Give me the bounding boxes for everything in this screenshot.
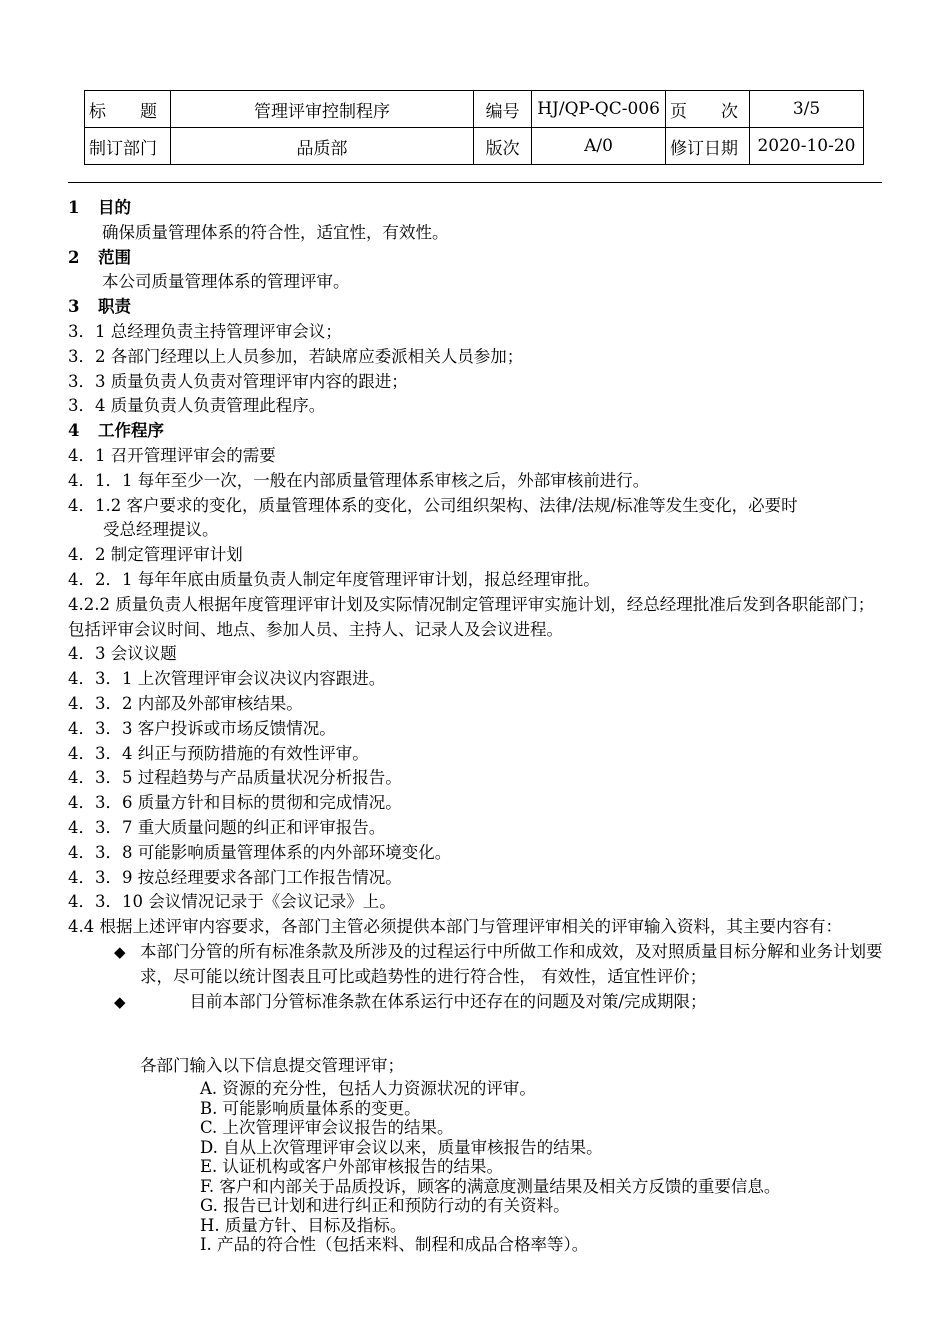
list-item: G. 报告已计划和进行纠正和预防行动的有关资料。 <box>200 1196 570 1216</box>
section-title: 职责 <box>98 297 131 317</box>
list-item: D. 自从上次管理评审会议以来，质量审核报告的结果。 <box>200 1137 603 1157</box>
inputs-intro: 各部门输入以下信息提交管理评审； <box>140 1056 404 1076</box>
section-title: 目的 <box>98 198 131 217</box>
clause-4-3: 4．3 会议议题 <box>68 644 177 664</box>
list-item: A. 资源的充分性，包括人力资源状况的评审。 <box>200 1079 536 1099</box>
section-2-text: 本公司质量管理体系的管理评审。 <box>102 272 350 292</box>
clause-4-3-2: 4．3．2 内部及外部审核结果。 <box>68 693 303 713</box>
clause-4-1-1: 4．1．1 每年至少一次，一般在内部质量管理体系审核之后，外部审核前进行。 <box>68 470 650 490</box>
section-3-heading <box>68 295 884 320</box>
diamond-bullet-icon: ◆ <box>114 942 126 961</box>
clause-4-2: 4．2 制定管理评审计划 <box>68 545 243 565</box>
section-number: 4 <box>68 421 80 441</box>
section-1-text: 确保质量管理体系的符合性，适宜性，有效性。 <box>102 222 449 242</box>
clause-4-1-2-continued: 受总经理提议。 <box>103 520 219 540</box>
bullet-item-1 <box>68 940 884 990</box>
clause-3-3: 3．3 质量负责人负责对管理评审内容的跟进； <box>68 371 408 391</box>
section-title: 工作程序 <box>98 421 164 441</box>
dept-label: 制订部门 <box>85 128 171 165</box>
section-number: 2 <box>68 247 80 267</box>
header-table <box>84 90 864 165</box>
section-number: 1 <box>68 198 80 217</box>
clause-4-3-9: 4．3．9 按总经理要求各部门工作报告情况。 <box>68 867 402 887</box>
document-body <box>68 196 884 1255</box>
section-number: 3 <box>68 297 80 317</box>
section-title: 范围 <box>98 247 131 267</box>
clause-4-3-3: 4．3．3 客户投诉或市场反馈情况。 <box>68 718 336 738</box>
version-value: A/0 <box>532 128 666 165</box>
clause-4-1-2: 4．1.2 客户要求的变化，质量管理体系的变化，公司组织架构、法律/法规/标准等发生变化，必要时 <box>68 495 798 515</box>
clause-4-3-4: 4．3．4 纠正与预防措施的有效性评审。 <box>68 743 369 763</box>
section-4-heading <box>68 419 884 444</box>
title-value: 管理评审控制程序 <box>170 91 473 128</box>
list-item: B. 可能影响质量体系的变更。 <box>200 1098 421 1118</box>
header-divider <box>68 182 882 183</box>
list-item: I. 产品的符合性（包括来料、制程和成品合格率等）。 <box>200 1235 589 1255</box>
bullet-text: 目前本部门分管标准条款在体系运行中还存在的问题及对策/完成期限； <box>140 991 707 1011</box>
bullet-item-2 <box>68 990 884 1015</box>
clause-4-3-5: 4．3．5 过程趋势与产品质量状况分析报告。 <box>68 768 402 788</box>
clause-3-4: 3．4 质量负责人负责管理此程序。 <box>68 396 326 416</box>
dept-value: 品质部 <box>170 128 473 165</box>
page-label: 页 次 <box>666 91 750 128</box>
clause-4-2-1: 4．2．1 每年年底由质量负责人制定年度管理评审计划，报总经理审批。 <box>68 569 600 589</box>
clause-3-2: 3．2 各部门经理以上人员参加，若缺席应委派相关人员参加； <box>68 346 524 366</box>
list-item: H. 质量方针、目标及指标。 <box>200 1215 407 1235</box>
clause-4-3-1: 4．3．1 上次管理评审会议决议内容跟进。 <box>68 669 386 689</box>
inputs-list <box>68 1079 884 1255</box>
version-label: 版次 <box>474 128 532 165</box>
code-value: HJ/QP-QC-006 <box>532 91 666 128</box>
clause-4-3-8: 4．3．8 可能影响质量管理体系的内外部环境变化。 <box>68 842 452 862</box>
clause-4-3-7: 4．3．7 重大质量问题的纠正和评审报告。 <box>68 817 386 837</box>
list-item: E. 认证机构或客户外部审核报告的结果。 <box>200 1157 504 1177</box>
list-item: C. 上次管理评审会议报告的结果。 <box>200 1118 454 1138</box>
title-label: 标 题 <box>85 91 171 128</box>
clause-4-2-2: 4.2.2 质量负责人根据年度管理评审计划及实际情况制定管理评审实施计划，经总经理批准后发到各职能部门；包括评审会议时间、地点、参加人员、主持人、记录人及会议进程。 <box>68 594 875 639</box>
page-value: 3/5 <box>750 91 864 128</box>
header-row-2 <box>85 128 864 165</box>
clause-4-4: 4.4 根据上述评审内容要求，各部门主管必须提供本部门与管理评审相关的评审输入资料，其主要内容有： <box>68 917 842 937</box>
clause-3-1: 3．1 总经理负责主持管理评审会议； <box>68 321 342 341</box>
list-item: F. 客户和内部关于品质投诉，顾客的满意度测量结果及相关方反馈的重要信息。 <box>200 1176 781 1196</box>
clause-4-3-10: 4．3．10 会议情况记录于《会议记录》上。 <box>68 892 396 912</box>
date-label: 修订日期 <box>666 128 750 165</box>
code-label: 编号 <box>474 91 532 128</box>
clause-4-1: 4．1 召开管理评审会的需要 <box>68 445 276 465</box>
header-row-1 <box>85 91 864 128</box>
spacer <box>68 1014 884 1054</box>
section-1-heading <box>68 196 884 221</box>
clause-4-3-6: 4．3．6 质量方针和目标的贯彻和完成情况。 <box>68 793 402 813</box>
section-2-heading <box>68 246 884 271</box>
date-value: 2020-10-20 <box>750 128 864 165</box>
bullet-text: 本部门分管的所有标准条款及所涉及的过程运行中所做工作和成效，及对照质量目标分解和业务计划要求，尽可能以统计图表且可比或趋势性的进行符合性， 有效性，适宜性评价； <box>140 941 883 986</box>
diamond-bullet-icon: ◆ <box>114 992 126 1011</box>
